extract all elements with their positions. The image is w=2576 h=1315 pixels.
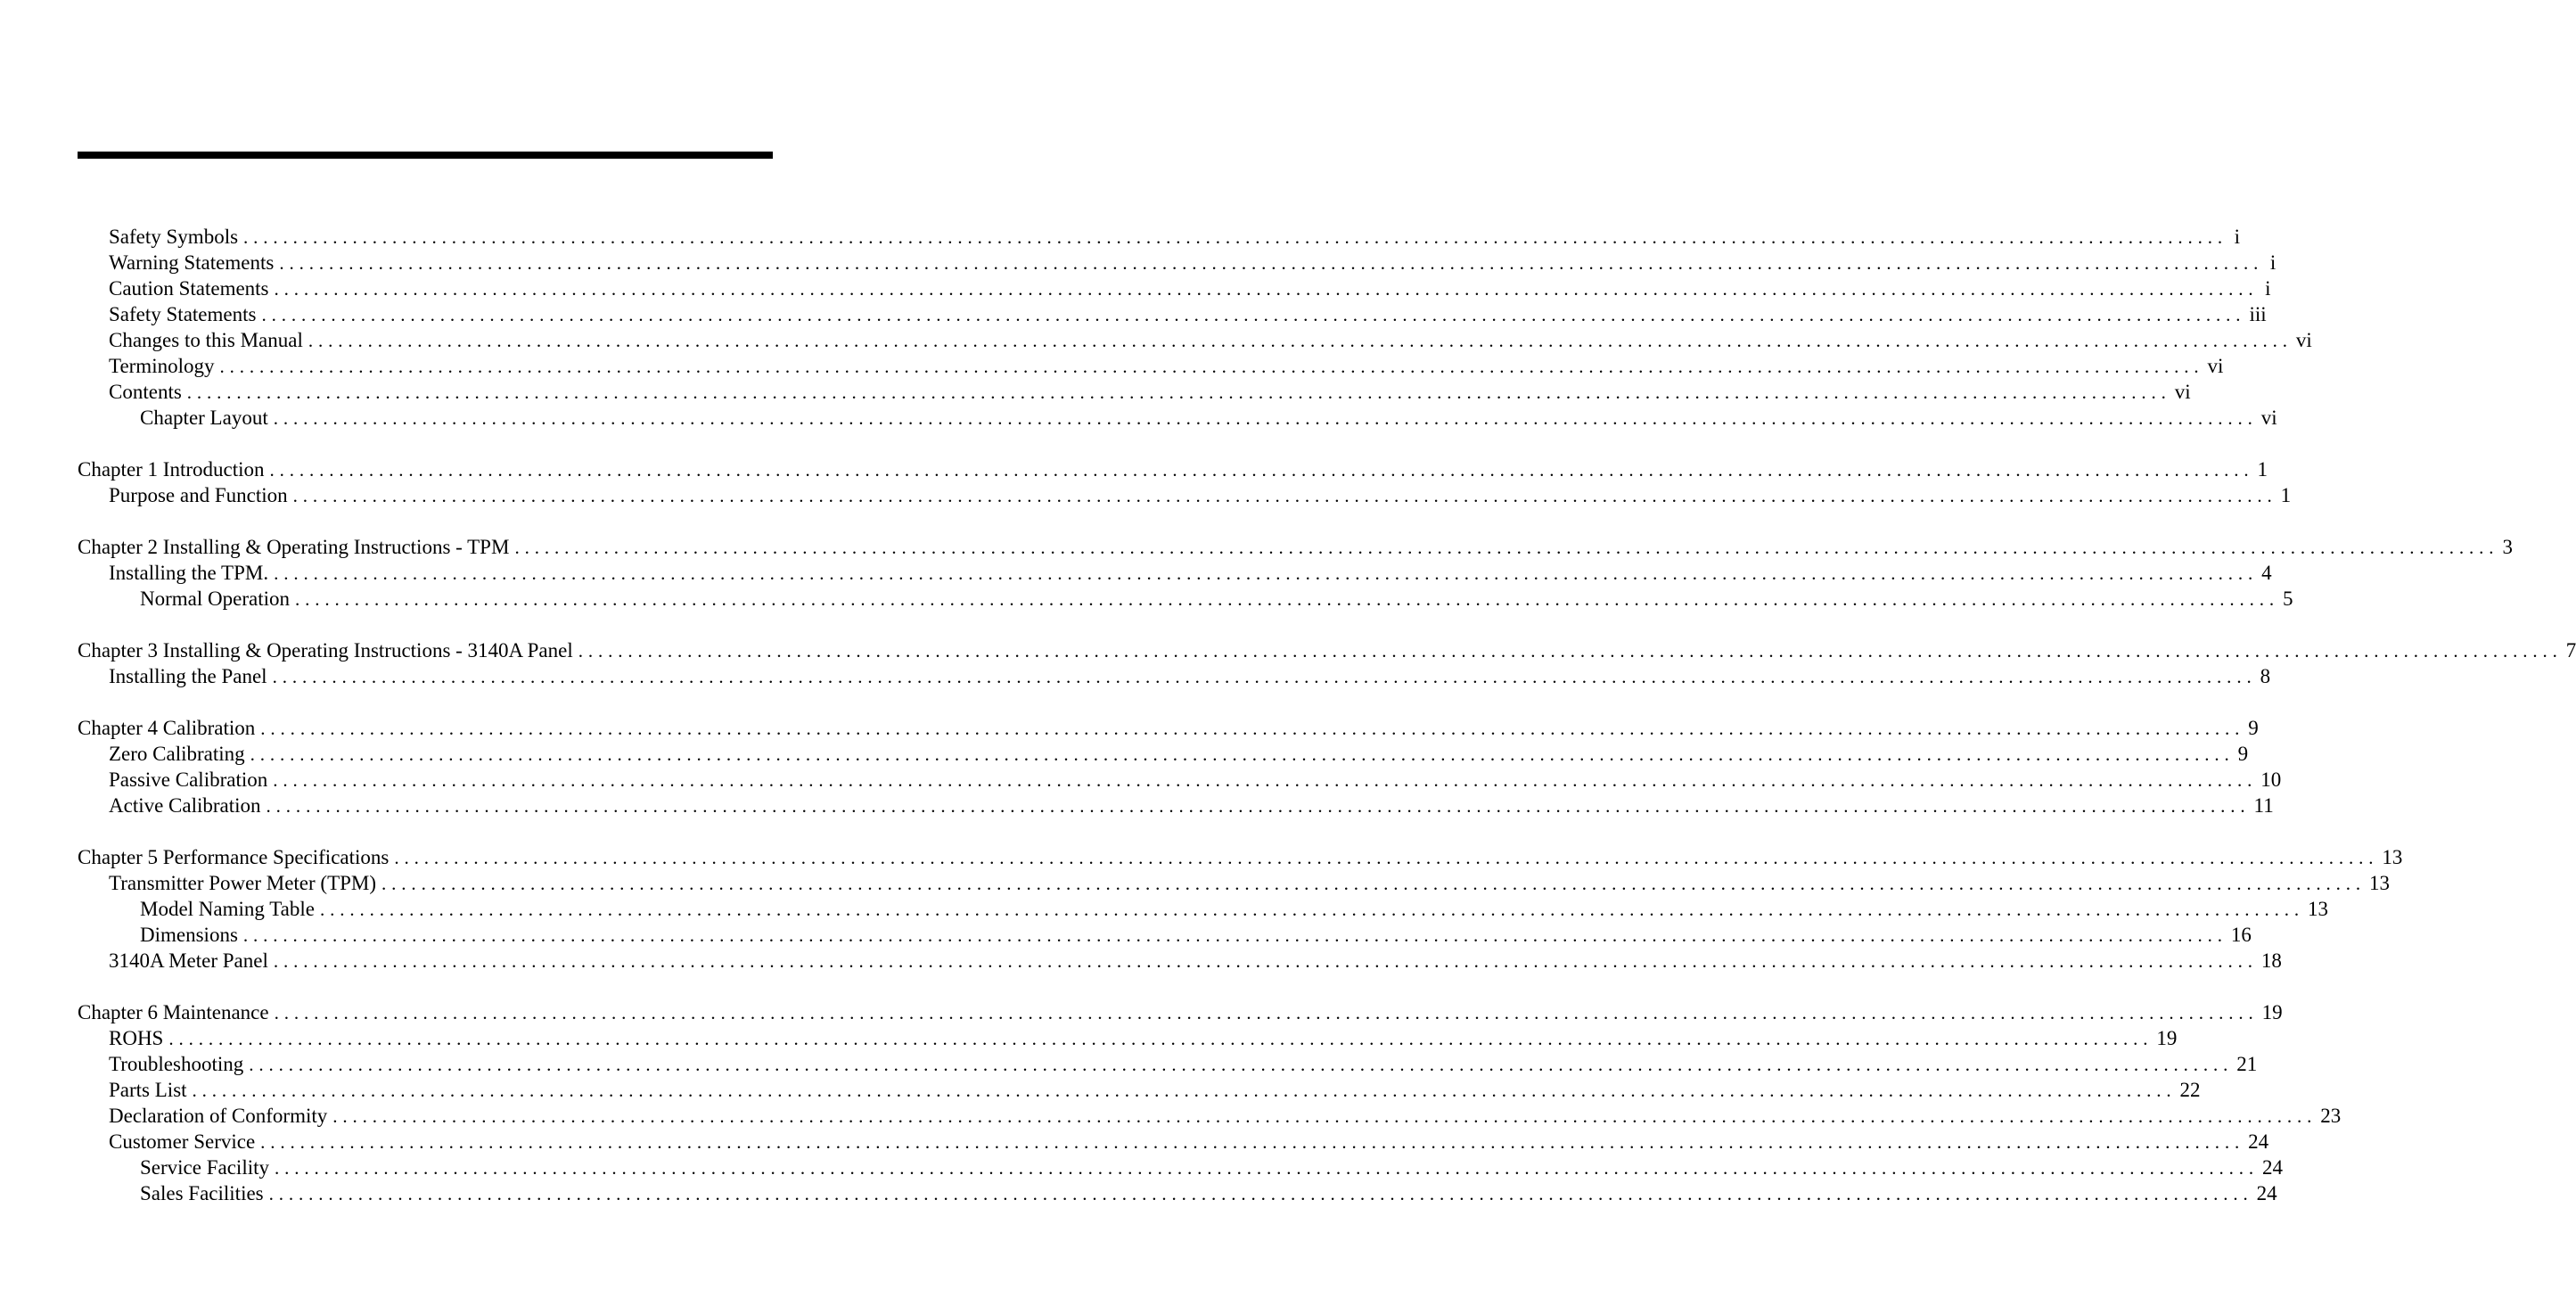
toc-entry[interactable] (78, 741, 2249, 767)
dot-leader: ........................................................................................................................................................................................................ (168, 1028, 2154, 1049)
toc-entry[interactable] (78, 560, 2272, 586)
toc-entry-title: Parts List (109, 1079, 187, 1101)
toc-entry-title: Chapter 1 Introduction (78, 458, 265, 481)
toc-entry-page-number: 7 (2565, 639, 2576, 662)
dot-leader: ........................................................................................................................................................................................................ (272, 666, 2257, 687)
toc-entry[interactable] (78, 275, 2271, 301)
toc-entry[interactable] (78, 353, 2224, 379)
toc-entry-title: Safety Statements (109, 303, 257, 325)
toc-entry[interactable] (78, 922, 2252, 948)
dot-leader: ........................................................................................................................................................................................................ (319, 899, 2304, 920)
toc-entry-title: Normal Operation (140, 588, 290, 610)
dot-leader: ........................................................................................................................................................................................................ (279, 252, 2264, 274)
toc-entry-title: Active Calibration (109, 794, 261, 817)
toc-entry-page-number: i (2234, 226, 2241, 248)
toc-entry-title: Chapter 5 Performance Specifications (78, 846, 390, 868)
dot-leader: ........................................................................................................................................................................................................ (261, 304, 2246, 325)
toc-entry-page-number: 3 (2502, 536, 2513, 558)
toc-entry-title: Chapter 2 Installing & Operating Instructions - TPM (78, 536, 510, 558)
dot-leader: ........................................................................................................................................................................................................ (294, 588, 2279, 610)
toc-entry-page-number: 24 (2262, 1156, 2283, 1179)
toc-entry[interactable] (78, 663, 2271, 689)
toc-entry-title: Contents (109, 381, 182, 403)
toc-entry[interactable] (78, 793, 2274, 818)
toc-entry-page-number: i (2269, 251, 2277, 274)
toc-entry-title: Customer Service (109, 1130, 256, 1153)
toc-entry-page-number: 13 (2369, 872, 2391, 894)
toc-entry-title: Purpose and Function (109, 484, 288, 506)
toc-entry-page-number: vi (2295, 329, 2312, 351)
dot-leader: ........................................................................................................................................................................................................ (250, 744, 2235, 765)
toc-entry-title: Warning Statements (109, 251, 275, 274)
toc-entry-title: Chapter Layout (140, 407, 268, 429)
toc-entry[interactable] (78, 896, 2328, 922)
toc-entry-title: Zero Calibrating (109, 743, 245, 765)
toc-entry-page-number: 24 (2256, 1182, 2277, 1204)
toc-entry-title: Sales Facilities (140, 1182, 264, 1204)
toc-entry-page-number: 11 (2253, 794, 2274, 817)
toc-chapter-entry[interactable] (78, 534, 2513, 560)
toc-entry-page-number: 23 (2320, 1105, 2342, 1127)
dot-leader: ........................................................................................................................................................................................................ (249, 1054, 2234, 1075)
toc-entry-page-number: 18 (2260, 949, 2282, 972)
toc-entry-page-number: 19 (2156, 1027, 2178, 1049)
toc-entry[interactable] (78, 301, 2267, 327)
toc-entry-page-number: 8 (2260, 665, 2271, 687)
toc-entry-page-number: 13 (2382, 846, 2403, 868)
toc-entry-title: Caution Statements (109, 277, 269, 300)
toc-chapter-entry[interactable] (78, 999, 2283, 1025)
toc-entry-title: Terminology (109, 355, 215, 377)
toc-entry-page-number: 9 (2237, 743, 2249, 765)
toc-entry-title: Chapter 6 Maintenance (78, 1001, 269, 1023)
toc-entry-page-number: 4 (2261, 562, 2272, 584)
header-rule (78, 152, 773, 159)
toc-entry-page-number: 21 (2236, 1053, 2258, 1075)
toc-entry-title: Troubleshooting (109, 1053, 244, 1075)
dot-leader: ........................................................................................................................................................................................................ (292, 485, 2277, 506)
toc-entry[interactable] (78, 1103, 2342, 1129)
dot-leader: ........................................................................................................................................................................................................ (332, 1105, 2318, 1127)
toc-entry-page-number: 1 (2257, 458, 2268, 481)
toc-entry-title: Installing the Panel (109, 665, 267, 687)
toc-entry[interactable] (78, 405, 2277, 431)
toc-entry-page-number: iii (2249, 303, 2267, 325)
toc-entry[interactable] (78, 1077, 2201, 1103)
toc-entry-title: Service Facility (140, 1156, 269, 1179)
toc-entry-title: Model Naming Table (140, 898, 315, 920)
toc-entry-page-number: 9 (2248, 717, 2259, 739)
toc-entry[interactable] (78, 870, 2391, 896)
dot-leader: ........................................................................................................................................................................................................ (243, 226, 2228, 248)
toc-entry-page-number: 10 (2260, 768, 2282, 791)
dot-leader: ........................................................................................................................................................................................................ (219, 356, 2204, 377)
dot-leader: ........................................................................................................................................................................................................ (192, 1080, 2177, 1101)
toc-entry-page-number: 24 (2248, 1130, 2269, 1153)
toc-entry-page-number: vi (2207, 355, 2224, 377)
toc-chapter-entry[interactable] (78, 637, 2576, 663)
toc-entry[interactable] (78, 250, 2277, 275)
dot-leader: ........................................................................................................................................................................................................ (260, 1131, 2245, 1153)
toc-entry[interactable] (78, 379, 2191, 405)
dot-leader: ........................................................................................................................................................................................................ (242, 925, 2227, 946)
toc-entry-title: Chapter 4 Calibration (78, 717, 256, 739)
dot-leader: ........................................................................................................................................................................................................ (394, 847, 2379, 868)
toc-chapter-entry[interactable] (78, 715, 2259, 741)
toc-entry-title: Dimensions (140, 924, 238, 946)
dot-leader: ........................................................................................................................................................................................................ (274, 563, 2259, 584)
toc-entry-page-number: i (2265, 277, 2271, 300)
toc-entry-title: 3140A Meter Panel (109, 949, 268, 972)
toc-entry-page-number: 22 (2179, 1079, 2201, 1101)
dot-leader: ........................................................................................................................................................................................................ (274, 278, 2259, 300)
toc-entry[interactable] (78, 1129, 2269, 1155)
dot-leader: ........................................................................................................................................................................................................ (269, 459, 2254, 481)
toc-entry-title: Declaration of Conformity (109, 1105, 328, 1127)
toc-entry-page-number: 5 (2282, 588, 2293, 610)
table-of-contents (78, 224, 2576, 1206)
toc-entry[interactable] (78, 1155, 2283, 1180)
dot-leader: ........................................................................................................................................................................................................ (266, 795, 2251, 817)
toc-entry[interactable] (78, 224, 2241, 250)
dot-leader: ........................................................................................................................................................................................................ (273, 950, 2258, 972)
toc-entry-page-number: 16 (2230, 924, 2252, 946)
dot-leader: ........................................................................................................................................................................................................ (260, 718, 2245, 739)
toc-entry-title: Installing the TPM. (109, 562, 269, 584)
toc-entry-title: Chapter 3 Installing & Operating Instructions - 3140A Panel (78, 639, 573, 662)
dot-leader: ........................................................................................................................................................................................................ (274, 1002, 2259, 1023)
toc-entry-page-number: 13 (2307, 898, 2328, 920)
toc-entry-page-number: vi (2260, 407, 2277, 429)
dot-leader: ........................................................................................................................................................................................................ (275, 1157, 2259, 1179)
toc-entry-title: ROHS (109, 1027, 164, 1049)
dot-leader: ........................................................................................................................................................................................................ (273, 769, 2258, 791)
toc-entry[interactable] (78, 1051, 2258, 1077)
dot-leader: ........................................................................................................................................................................................................ (381, 873, 2367, 894)
toc-chapter-entry[interactable] (78, 844, 2403, 870)
toc-entry-page-number: 1 (2280, 484, 2292, 506)
toc-entry[interactable] (78, 327, 2312, 353)
dot-leader: ........................................................................................................................................................................................................ (273, 407, 2258, 429)
dot-leader: ........................................................................................................................................................................................................ (268, 1183, 2253, 1204)
toc-entry-title: Passive Calibration (109, 768, 268, 791)
toc-chapter-entry[interactable] (78, 456, 2268, 482)
dot-leader: ........................................................................................................................................................................................................ (514, 537, 2499, 558)
toc-entry[interactable] (78, 767, 2282, 793)
toc-entry[interactable] (78, 1025, 2178, 1051)
toc-entry[interactable] (78, 586, 2293, 612)
toc-entry[interactable] (78, 948, 2282, 974)
dot-leader: ........................................................................................................................................................................................................ (308, 330, 2293, 351)
toc-entry-title: Transmitter Power Meter (TPM) (109, 872, 377, 894)
toc-entry[interactable] (78, 1180, 2277, 1206)
toc-entry-title: Changes to this Manual (109, 329, 303, 351)
toc-entry-title: Safety Symbols (109, 226, 239, 248)
toc-entry[interactable] (78, 482, 2292, 508)
dot-leader: ........................................................................................................................................................................................................ (578, 640, 2563, 662)
toc-entry-page-number: vi (2174, 381, 2191, 403)
toc-entry-page-number: 19 (2261, 1001, 2283, 1023)
dot-leader: ........................................................................................................................................................................................................ (186, 382, 2171, 403)
